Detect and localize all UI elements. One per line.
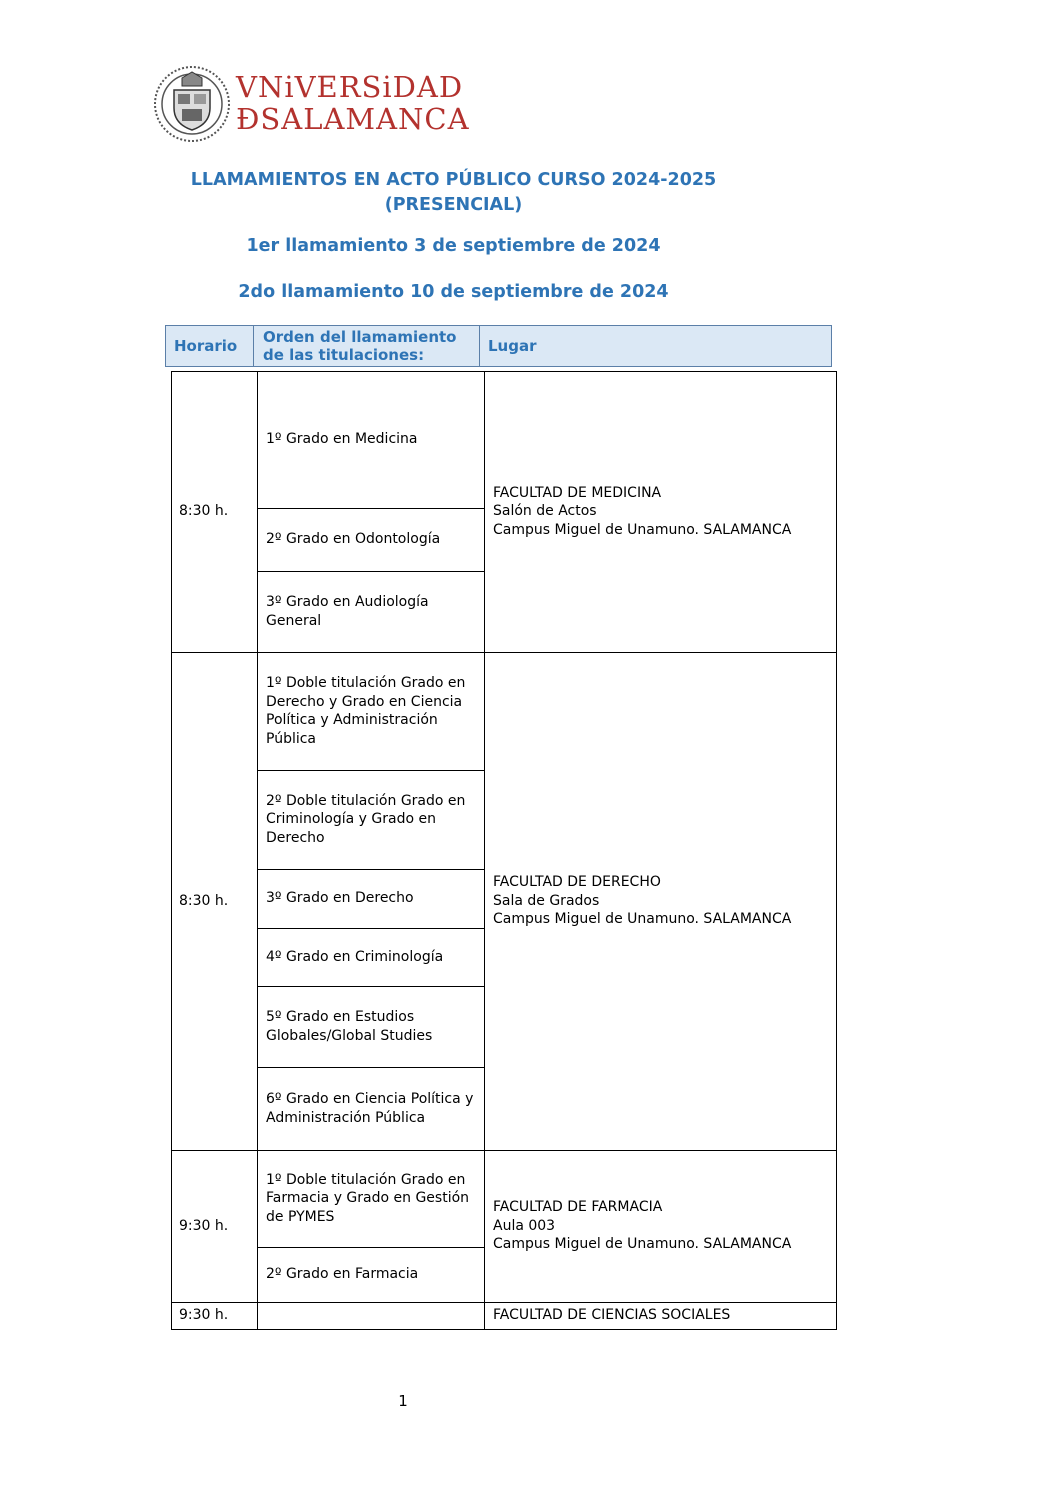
- row-divider: [257, 1247, 484, 1248]
- schedule-table: [171, 371, 836, 1329]
- place-line: Salón de Actos: [493, 503, 597, 520]
- page-number: 1: [398, 1392, 408, 1410]
- place-line: FACULTAD DE MEDICINA: [493, 484, 662, 501]
- time-cell: 8:30 h.: [179, 503, 229, 520]
- group-divider: [171, 1302, 836, 1303]
- place-line: Campus Miguel de Unamuno. SALAMANCA: [493, 911, 792, 928]
- row-divider: [257, 869, 484, 870]
- place-line: FACULTAD DE FARMACIA: [493, 1199, 663, 1216]
- table-border-top: [171, 371, 836, 372]
- degree-cell: 1º Doble titulación Grado en Derecho y Grado en Ciencia Política y Administración Pública: [266, 675, 466, 747]
- place-line: FACULTAD DE DERECHO: [493, 874, 661, 891]
- time-cell: 9:30 h.: [179, 1217, 229, 1234]
- row-divider: [257, 986, 484, 987]
- degree-cell: 4º Grado en Criminología: [266, 948, 444, 965]
- place-line: Campus Miguel de Unamuno. SALAMANCA: [493, 1236, 792, 1253]
- row-divider: [257, 571, 484, 572]
- logo-wordmark-line1: VNiVERSiDAD: [236, 70, 464, 104]
- degree-cell: 2º Doble titulación Grado en Criminología y Grado en Derecho: [266, 792, 466, 846]
- degree-cell: 3º Grado en Audiología General: [266, 594, 429, 629]
- place-line: FACULTAD DE CIENCIAS SOCIALES: [493, 1307, 731, 1324]
- table-header: [165, 325, 832, 367]
- degree-cell: 1º Grado en Medicina: [266, 431, 418, 448]
- header-orden: Orden del llamamiento de las titulaciones:: [254, 326, 480, 366]
- place-cell: [485, 371, 836, 652]
- second-call-date: 2do llamamiento 10 de septiembre de 2024: [238, 282, 669, 302]
- header-lugar: Lugar: [488, 337, 537, 355]
- row-divider: [257, 770, 484, 771]
- table-border-left: [171, 371, 172, 1330]
- column-divider: [484, 371, 485, 1330]
- university-seal-icon: [152, 64, 232, 144]
- time-cell: 8:30 h.: [179, 892, 229, 909]
- header-horario: Horario: [166, 326, 254, 366]
- row-divider: [257, 928, 484, 929]
- place-cell: [485, 652, 836, 1150]
- first-call-date: 1er llamamiento 3 de septiembre de 2024: [246, 236, 661, 256]
- subtitle-line: (PRESENCIAL): [384, 195, 523, 215]
- place-cell: [485, 1150, 836, 1302]
- group-divider: [171, 652, 836, 653]
- table-border-bottom: [171, 1329, 836, 1330]
- page-title: [0, 168, 907, 218]
- place-line: Aula 003: [493, 1217, 556, 1234]
- degree-cell: 6º Grado en Ciencia Política y Administración Pública: [266, 1091, 474, 1126]
- place-line: Campus Miguel de Unamuno. SALAMANCA: [493, 521, 792, 538]
- place-cell: [485, 1302, 836, 1329]
- title-line: LLAMAMIENTOS EN ACTO PÚBLICO CURSO 2024-2025: [190, 170, 717, 190]
- logo-wordmark-line2: ÐSALAMANCA: [236, 102, 470, 136]
- degree-cell: 2º Grado en Farmacia: [266, 1266, 419, 1283]
- degree-cell: 2º Grado en Odontología: [266, 531, 441, 548]
- group-divider: [171, 1150, 836, 1151]
- university-logo: [152, 64, 470, 146]
- degree-cell: 5º Grado en Estudios Globales/Global Studies: [266, 1009, 433, 1044]
- row-divider: [257, 508, 484, 509]
- degree-cell: [258, 1302, 484, 1329]
- column-divider: [257, 371, 258, 1330]
- degree-cell: 1º Doble titulación Grado en Farmacia y Grado en Gestión de PYMES: [266, 1171, 470, 1225]
- degree-cell: 3º Grado en Derecho: [266, 890, 414, 907]
- row-divider: [257, 1067, 484, 1068]
- place-line: Sala de Grados: [493, 892, 600, 909]
- table-border-right: [836, 371, 837, 1330]
- time-cell: 9:30 h.: [179, 1307, 229, 1324]
